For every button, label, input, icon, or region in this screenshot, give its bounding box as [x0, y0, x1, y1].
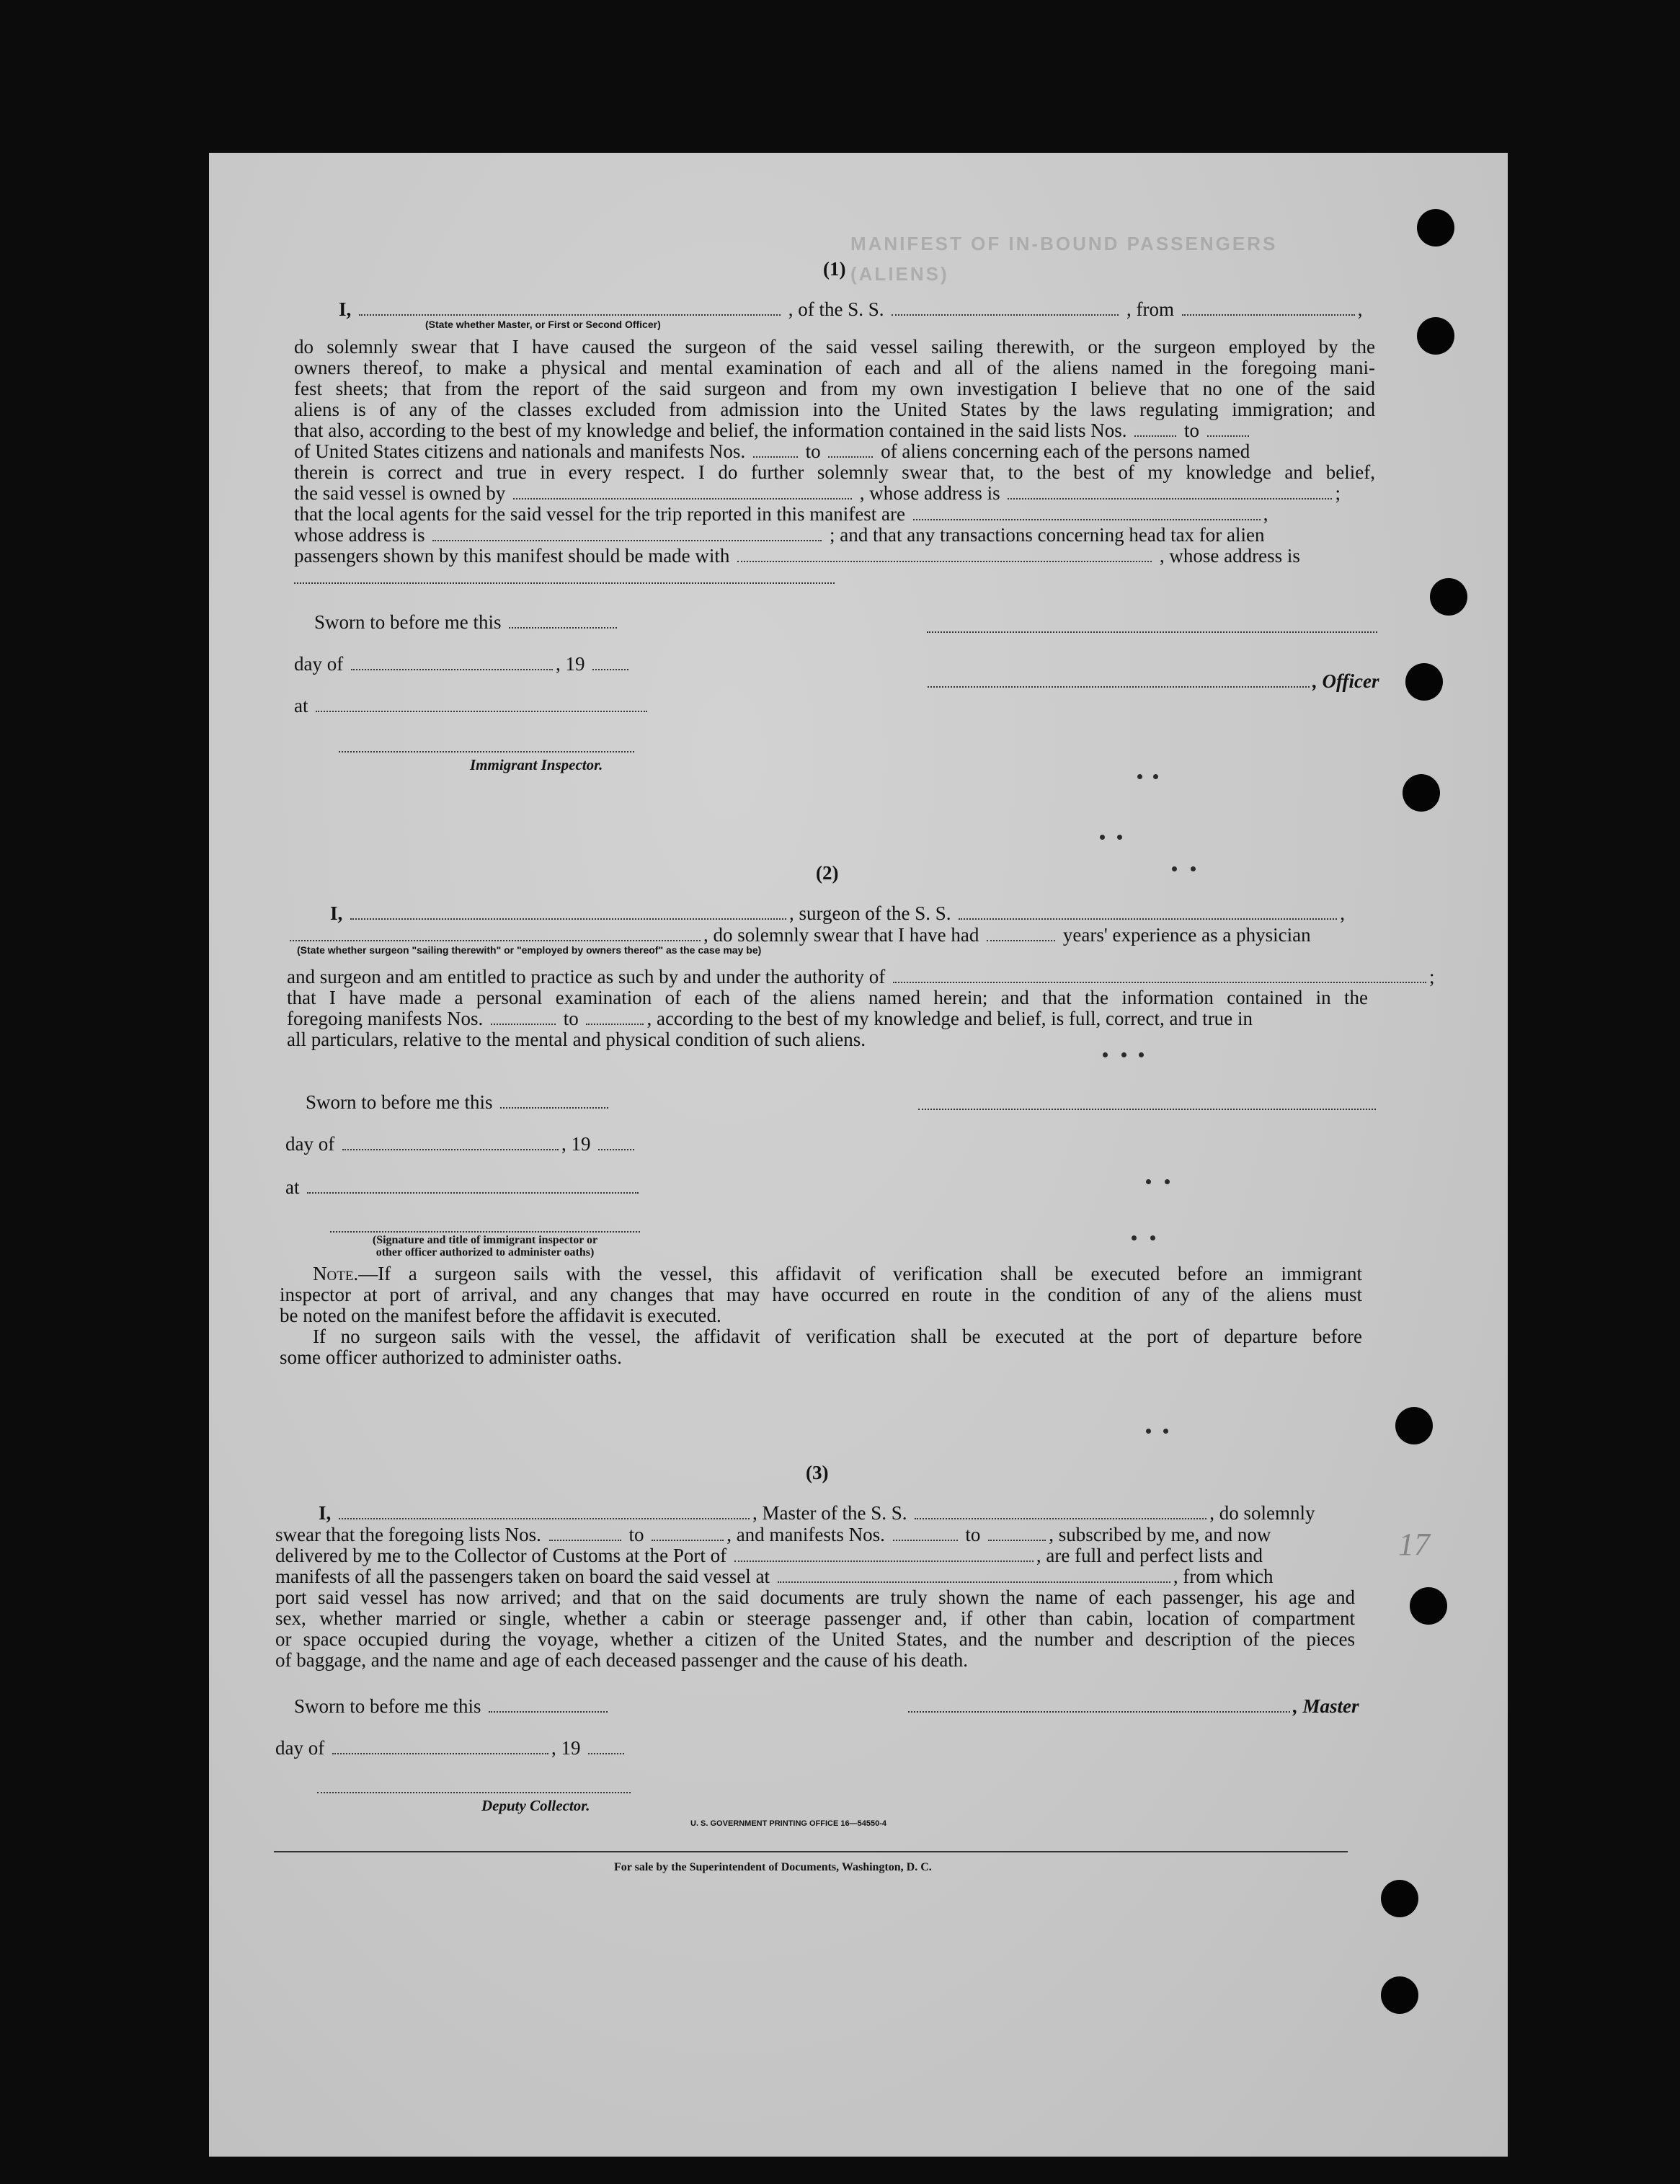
punch-hole — [1395, 1407, 1433, 1444]
margin-note: 17 — [1398, 1527, 1430, 1562]
note-text: —If a surgeon sails with the vessel, this affidavit of verification shall be executed before an immigrant — [358, 1263, 1362, 1284]
ink-speck — [1172, 866, 1177, 871]
manifests-nos-text: of United States citizens and nationals and manifests Nos. — [294, 440, 746, 462]
ink-speck — [1100, 835, 1105, 840]
lists-nos-text: that also, according to the best of my knowledge and belief, the information contained in the said lists Nos. — [294, 420, 1127, 441]
officer-signature-field[interactable] — [928, 673, 1310, 688]
section-3-line: or space occupied during the voyage, whether a citizen of the United States, and the number and description of the pieces — [275, 1628, 1355, 1650]
inspector-signature-line[interactable] — [339, 751, 634, 753]
ink-speck — [1132, 1235, 1137, 1240]
vessel-name-field[interactable] — [892, 301, 1119, 316]
head-tax-address-field[interactable] — [294, 582, 835, 584]
swear-end-text: years' experience as a physician — [1062, 924, 1311, 946]
owner-field[interactable] — [513, 485, 852, 500]
section-1-lists-line — [294, 420, 1252, 441]
owner-address-text: , whose address is — [859, 482, 1000, 504]
vessel-name-field-3[interactable] — [915, 1505, 1206, 1519]
section-1-sworn — [314, 611, 620, 633]
section-2-subcaption: (State whether surgeon "sailing therewith" or "employed by owners thereof" as the case may be) — [297, 944, 762, 956]
section-1-line: aliens is of any of the classes excluded from admission into the United States by the laws regulating immigration; and — [294, 399, 1375, 420]
section-2-exam-line: that I have made a personal examination of each of the aliens named herein; and that the information contained in the — [287, 987, 1368, 1008]
footer-rule — [274, 1851, 1348, 1852]
section-1-line: fest sheets; that from the report of the said surgeon and from my own investigation I believe that no one of the said — [294, 378, 1375, 399]
agents-field[interactable] — [913, 506, 1261, 520]
sig-caption-2: other officer authorized to administer oaths) — [375, 1246, 595, 1259]
surgeon-signature-line[interactable] — [918, 1109, 1376, 1110]
day-of-text: day of — [285, 1133, 335, 1155]
day-of-text: day of — [294, 653, 344, 675]
passengers-text: passengers shown by this manifest should be made with — [294, 545, 730, 567]
sworn-text: Sworn to before me this — [294, 1695, 481, 1717]
year-field[interactable] — [592, 656, 628, 670]
manifests-text: foregoing manifests Nos. — [287, 1008, 484, 1029]
at-text: at — [285, 1176, 300, 1198]
oath-master-text: , Master of the S. S. — [752, 1502, 907, 1524]
ink-speck — [1139, 1052, 1144, 1057]
owner-address-field[interactable] — [1008, 485, 1332, 500]
owner-line-end: ; — [1335, 482, 1341, 504]
section-3-day-of — [275, 1737, 627, 1759]
section-1-oath-line — [339, 298, 1363, 320]
ink-speck — [1191, 866, 1196, 871]
manifests-to-word: to — [805, 440, 821, 462]
year-text: , 19 — [561, 1133, 591, 1155]
port-of-arrival-field[interactable] — [734, 1548, 1034, 1562]
port-text: delivered by me to the Collector of Customs at the Port of — [275, 1545, 727, 1566]
punch-hole — [1417, 209, 1454, 247]
section-1-subcaption: (State whether Master, or First or Second Officer) — [425, 319, 661, 330]
section-1-agents-address-line — [294, 524, 1265, 546]
section-3-sworn — [294, 1695, 610, 1717]
section-3-master-line — [905, 1695, 1359, 1717]
deputy-label: Deputy Collector. — [481, 1797, 590, 1814]
ink-speck — [1121, 1052, 1126, 1057]
lists-to-word: to — [1183, 420, 1199, 441]
section-2-day-of — [285, 1133, 637, 1155]
lists-to-field[interactable] — [1207, 422, 1249, 437]
manifests-to-field[interactable] — [828, 443, 873, 458]
section-1-day-of — [294, 653, 631, 675]
oath-end-text: , do solemnly — [1209, 1502, 1315, 1524]
note-line: inspector at port of arrival, and any changes that may have occurred en route in the condition of any of the aliens must — [280, 1284, 1362, 1305]
day-of-text: day of — [275, 1737, 325, 1759]
manifests-to-word-2: to — [563, 1008, 579, 1029]
from-which-text: , from which — [1173, 1566, 1274, 1587]
punch-hole — [1381, 1880, 1418, 1917]
agents-line-end: , — [1263, 503, 1268, 525]
lists-to-word-3: to — [628, 1524, 644, 1545]
sig-title-line[interactable] — [330, 1231, 640, 1233]
manifests-end-text-2: , according to the best of my knowledge and belief, is full, correct, and true in — [646, 1008, 1253, 1029]
officer-rank-field[interactable] — [359, 301, 781, 316]
section-2-swear-line — [287, 924, 1311, 946]
authority-text: and surgeon and am entitled to practice as such by and under the authority of — [287, 966, 886, 987]
agents-address-text: whose address is — [294, 524, 425, 546]
sworn-text: Sworn to before me this — [314, 611, 502, 633]
inspector-label: Immigrant Inspector. — [470, 756, 603, 773]
lists-from-field[interactable] — [1134, 422, 1176, 437]
punch-hole — [1405, 663, 1443, 701]
year-text: , 19 — [555, 653, 585, 675]
section-3-line: of baggage, and the name and age of each deceased passenger and the cause of his death. — [275, 1649, 969, 1671]
ghost-header-line: MANIFEST OF IN-BOUND PASSENGERS (ALIENS) — [850, 233, 1278, 285]
head-tax-party-field[interactable] — [737, 548, 1152, 562]
note-line: be noted on the manifest before the affidavit is executed. — [280, 1305, 721, 1326]
form-sheet — [209, 153, 1508, 2157]
manifests-to-field-2[interactable] — [586, 1011, 644, 1025]
surgeon-name-field[interactable] — [350, 905, 786, 920]
section-3-port-line — [275, 1545, 1263, 1566]
section-1-officer-line — [925, 670, 1379, 692]
note-line: If no surgeon sails with the vessel, the affidavit of verification shall be executed at the port of departure before — [313, 1326, 1362, 1347]
oath-from: , from — [1126, 298, 1175, 320]
section-1-owner-line — [294, 482, 1341, 504]
agents-text: that the local agents for the said vessel for the trip reported in this manifest are — [294, 503, 905, 525]
punch-hole — [1417, 317, 1454, 355]
master-name-field[interactable] — [339, 1505, 750, 1519]
swear-mid-text: , do solemnly swear that I have had — [703, 924, 979, 946]
punch-hole — [1430, 578, 1467, 616]
ink-speck — [1146, 1429, 1151, 1434]
ink-speck — [1165, 1179, 1170, 1184]
section-2-manifests-line — [287, 1008, 1253, 1029]
section-1-line: therein is correct and true in every respect. I do further solemnly swear that, to the best of my knowledge and belief, — [294, 461, 1375, 483]
lists-perfect-text: , are full and perfect lists and — [1036, 1545, 1263, 1566]
manifests-from-field-3[interactable] — [893, 1527, 958, 1541]
bleed-through-header — [850, 228, 1326, 308]
day-field[interactable] — [351, 656, 553, 670]
section-3-line: port said vessel has now arrived; and that on the said documents are truly shown the name of each passenger, his age and — [275, 1586, 1355, 1608]
surgeon-of-ss: , surgeon of the S. S. — [789, 902, 951, 924]
head-tax-text: ; and that any transactions concerning head tax for alien — [829, 524, 1265, 546]
ink-speck — [1103, 1052, 1108, 1057]
section-1-line: owners thereof, to make a physical and mental examination of each and all of the aliens named in the foregoing mani- — [294, 357, 1375, 378]
section-2-particulars-line: all particulars, relative to the mental and physical condition of such aliens. — [287, 1029, 866, 1050]
officer-label: , Officer — [1312, 670, 1379, 692]
section-1-head-tax-line — [294, 545, 1300, 567]
manifests-from-field-2[interactable] — [491, 1011, 556, 1025]
ink-speck — [1163, 1429, 1168, 1434]
section-1-manifests-line — [294, 440, 1250, 462]
lists-from-field-3[interactable] — [549, 1527, 621, 1541]
punch-hole — [1410, 1587, 1447, 1625]
ink-speck — [1153, 774, 1158, 779]
lists-text: swear that the foregoing lists Nos. — [275, 1524, 541, 1545]
vessel-name-field-2[interactable] — [959, 905, 1337, 920]
owned-by-text: the said vessel is owned by — [294, 482, 506, 504]
master-signature-field[interactable] — [908, 1698, 1290, 1713]
punch-hole — [1381, 1976, 1418, 2014]
surgeon-status-field[interactable] — [290, 927, 701, 941]
sworn-date-field[interactable] — [509, 614, 617, 629]
manifests-to-field-3[interactable] — [988, 1527, 1046, 1541]
sig-caption-1: (Signature and title of immigrant inspector or — [372, 1234, 598, 1246]
ink-speck — [1117, 835, 1122, 840]
sworn-text: Sworn to before me this — [306, 1091, 493, 1113]
oath-start: I, — [339, 298, 352, 320]
oath-of-ss: , of the S. S. — [788, 298, 884, 320]
manifests-from-field[interactable] — [753, 443, 798, 458]
note-line: some officer authorized to administer oaths. — [280, 1346, 622, 1368]
section-3-board-line — [275, 1566, 1274, 1587]
note-label: Note. — [313, 1263, 359, 1284]
for-sale-note: For sale by the Superintendent of Documents, Washington, D. C. — [614, 1861, 932, 1873]
year-field-3[interactable] — [588, 1740, 624, 1754]
section-1-agents-line — [294, 503, 1268, 525]
note-line — [280, 1263, 1362, 1284]
subscribed-text: , subscribed by me, and now — [1049, 1524, 1271, 1545]
section-1-number: (1) — [823, 258, 846, 280]
port-of-departure-field[interactable] — [778, 1568, 1170, 1583]
section-2-sworn — [306, 1091, 611, 1113]
master-label: , Master — [1293, 1695, 1359, 1717]
ink-speck — [1146, 1179, 1151, 1184]
authority-end: ; — [1429, 966, 1435, 987]
ink-speck — [1137, 774, 1142, 779]
port-from-field[interactable] — [1182, 301, 1355, 316]
head-tax-address-text: , whose address is — [1159, 545, 1300, 567]
section-3-oath-line — [319, 1502, 1315, 1524]
oath-comma: , — [1357, 298, 1363, 320]
section-2-authority-line — [287, 966, 1435, 987]
printing-office-note: U. S. GOVERNMENT PRINTING OFFICE 16—54550-4 — [690, 1819, 887, 1828]
oath-start: I, — [330, 902, 343, 924]
punch-hole — [1403, 774, 1440, 812]
officer-signature-line-1[interactable] — [927, 631, 1377, 633]
section-1-at — [294, 695, 650, 716]
agents-address-field[interactable] — [432, 527, 822, 541]
year-text: , 19 — [551, 1737, 581, 1759]
section-3-lists-line — [275, 1524, 1271, 1545]
deputy-signature-line[interactable] — [317, 1792, 631, 1793]
years-field[interactable] — [987, 927, 1055, 941]
at-place-field-2[interactable] — [307, 1179, 639, 1194]
section-3-line: sex, whether married or single, whether a cabin or steerage passenger and, if other than cabin, location of compartment — [275, 1607, 1355, 1629]
oath-comma: , — [1340, 902, 1346, 924]
sworn-date-field-3[interactable] — [489, 1698, 608, 1713]
section-2-number: (2) — [816, 862, 839, 884]
day-field-2[interactable] — [342, 1136, 559, 1150]
section-1-line: do solemnly swear that I have caused the surgeon of the said vessel sailing therewith, or the surgeon employed by the — [294, 336, 1375, 358]
manifests-to-word-3: to — [965, 1524, 981, 1545]
authority-field[interactable] — [893, 969, 1426, 983]
at-text: at — [294, 695, 308, 716]
at-place-field[interactable] — [316, 698, 647, 712]
manifests-end-text: of aliens concerning each of the persons named — [881, 440, 1250, 462]
section-2-oath-line — [330, 902, 1345, 924]
sworn-date-field-2[interactable] — [500, 1094, 608, 1109]
board-text: manifests of all the passengers taken on board the said vessel at — [275, 1566, 770, 1587]
day-field-3[interactable] — [332, 1740, 548, 1754]
section-2-at — [285, 1176, 641, 1198]
section-3-number: (3) — [806, 1462, 829, 1483]
manifests-text-3: , and manifests Nos. — [726, 1524, 885, 1545]
oath-start: I, — [319, 1502, 332, 1524]
year-field-2[interactable] — [598, 1136, 634, 1150]
lists-to-field-3[interactable] — [652, 1527, 724, 1541]
ink-speck — [1150, 1235, 1155, 1240]
